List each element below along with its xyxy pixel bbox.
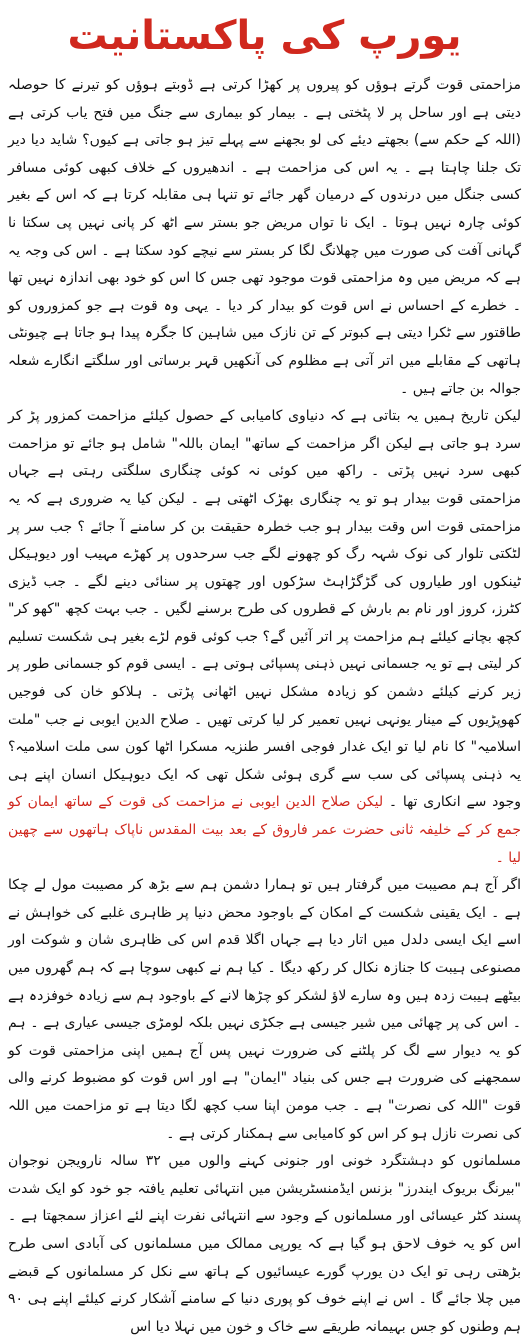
article-title: یورپ کی پاکستانیت [67, 13, 462, 59]
paragraph-1: مزاحمتی قوت گرتے ہوؤں کو پیروں پر کھڑا کرتی ہے ڈوبتے ہوؤں کو تیرنے کا حوصلہ دیتی ہے اور ساحل پر لا پٹختی ہے ۔ بیمار کو بیماری سے جنگ میں فتح یاب کرتی ہے (اللہ کے حکم سے) بجھتے دیئے کی لو بجھنے سے پہلے تیز ہو جاتی ہے کیوں؟ شاید دیا دیر تک جلنا چاہتا ہے ۔ یہ اس کی مزاحمت ہے ۔ اندھیروں کے خلاف کبھی کوئی مسافر کسی جنگل میں درندوں کے درمیان گھر جائے تو تنہا ہی مقابلہ کرتا ہے کہ اس کے بغیر کوئی چارہ نہیں ہوتا ۔ ایک نا تواں مریض جو بستر سے اٹھ کر پانی نہیں پی سکتا نا گہانی آفت کی صورت میں چھلانگ لگا کر بستر سے نیچے کود سکتا ہے ۔ اس کی وجہ یہ ہے کہ مریض میں وہ مزاحمتی قوت موجود تھی جس کا اس کو خود بھی اندازہ نہیں تھا ۔ خطرے کے احساس نے اس قوت کو بیدار کر دیا ۔ یہی وہ قوت ہے جو کمزوروں کو طاقتور سے ٹکرا دیتی ہے کبوتر کے تن نازک میں شاہین کا جگرہ پیدا ہو جاتا ہے چیونٹی ہاتھی کے مقابلے میں اتر آتی ہے مظلوم کی آنکھیں قہر برساتی اور سلگتے انگارے شعلہ جوالہ بن جاتے ہیں ۔ [8, 77, 521, 397]
paragraph-2-text: لیکن تاریخ ہمیں یہ بتاتی ہے کہ دنیاوی کامیابی کے حصول کیلئے مزاحمت کمزور پڑ کر سرد ہو جاتی ہے لیکن اگر مزاحمت کے ساتھ" ایمان باللہ" شامل ہو جائے تو مزاحمت کبھی سرد نہیں پڑتی ۔ راکھ میں کوئی نہ کوئی چنگاری سلگتی رہتی ہے جہاں مزاحمتی قوت بیدار ہو تو یہ چنگاری بھڑک اٹھتی ہے ۔ لیکن کیا یہ ضروری ہے کہ یہ مزاحمتی قوت اس وقت بیدار ہو جب خطرہ حقیقت بن کر سامنے آ جائے ؟ جب سر پر لٹکتی تلوار کی نوک شہہ رگ کو چھونے لگے جب سرحدوں پر کھڑے مہیب اور دیوہیکل ٹینکوں اور طیاروں کی گڑگڑاہٹ سڑکوں اور چھتوں پر سنائی دینے لگے ۔ جب ڈیزی کٹرز، کروز اور نام بم بارش کے قطروں کی طرح برسنے لگیں ۔ جب بہت کچھ "کھو کر" کچھ بچانے کیلئے ہم مزاحمت پر اتر آئیں گے؟ جب کوئی قوم لڑے بغیر ہی شکست تسلیم کر لیتی ہے تو یہ جسمانی نہیں ذہنی پسپائی ہوتی ہے ۔ ایسی قوم کو جسمانی طور پر زیر کرنے کیلئے دشمن کو زیادہ مشکل نہیں اٹھانی پڑتی ۔ ہلاکو خان کی فوجیں کھوپڑیوں کے مینار یونہی نہیں تعمیر کر لیا کرتی تھیں ۔ صلاح الدین ایوبی نے جب "ملت اسلامیہ" کا نام لیا تو ایک غدار فوجی افسر طنزیہ مسکرا اٹھا کون سی ملت اسلامیہ؟ یہ ذہنی پسپائی کی سب سے گری ہوئی شکل تھی کہ ایک دیوہیکل انسان اپنے ہی وجود سے انکاری تھا ۔ [8, 408, 522, 811]
paragraph-3: اگر آج ہم مصیبت میں گرفتار ہیں تو ہمارا دشمن ہم سے بڑھ کر مصیبت مول لے چکا ہے ۔ ایک یقینی شکست کے امکان کے باوجود محض دنیا پر ظاہری غلبے کی خواہش نے اسے ایک ایسی دلدل میں اتار دیا ہے جہاں اگلا قدم اس کی ظاہری شان و شوکت اور مصنوعی ہیبت کا جنازہ نکال کر رکھ دیگا ۔ کیا ہم نے کبھی سوچا ہے کہ ہم گھروں میں بیٹھے ہیبت زدہ ہیں وہ سارے لاؤ لشکر کو چڑھا لانے کے باوجود ہم سے زیادہ خوفزدہ ہے ۔ اس کی پر چھائی میں شیر جیسی ہے جکڑی نہیں بلکہ لومڑی جیسی عیاری ہے ۔ ہم کو یہ دیوار سے لگ کر پلٹنے کی ضرورت نہیں پس آج ہمیں اپنی مزاحمتی قوت کو سمجھنے کی ضرورت ہے جس کی بنیاد "ایمان" ہے اور اس قوت کو مضبوط کرنے والی قوت "اللہ کی نصرت" ہے ۔ جب مومن اپنا سب کچھ لگا دیتا ہے تو مزاحمت میں اللہ کی نصرت نازل ہو کر اس کو کامیابی سے ہمکنار کرتی ہے ۔ [8, 877, 521, 1142]
paragraph-2-highlight: لیکن صلاح الدین ایوبی نے مزاحمت کی قوت کے ساتھ ایمان کو جمع کر کے خلیفہ ثانی حضرت عمر فاروق کے بعد بیت المقدس ناپاک ہاتھوں سے چھین لیا ۔ [8, 794, 521, 866]
paragraph-4: مسلمانوں کو دہشتگرد خونی اور جنونی کہنے والوں میں ۳۲ سالہ نارویجن نوجوان "بیرنگ بریوک ایندرز" بزنس ایڈمنسٹریشن میں انتہائی تعلیم یافتہ جو خود کو ایک شدت پسند کٹر عیسائی اور مسلمانوں کے وجود سے انتہائی نفرت اپنے لئے اعزاز سمجھتا ہے ۔ اس کو یہ خوف لاحق ہو گیا ہے کہ یورپی ممالک میں مسلمانوں کی آبادی اسی طرح بڑھتی رہی تو ایک دن یورپ گورے عیسائیوں کے ہاتھ سے نکل کر مسلمانوں کے قبضے میں چلا جائے گا ۔ اس نے اپنے خوف کو پوری دنیا کے سامنے آشکار کرنے کیلئے اپنے ہی ۹۰ ہم وطنوں کو جس بہیمانہ طریقے سے خاک و خون میں نہلا دیا اس [8, 1153, 521, 1335]
paragraph-2 [8, 403, 521, 872]
article-body [8, 72, 521, 1341]
